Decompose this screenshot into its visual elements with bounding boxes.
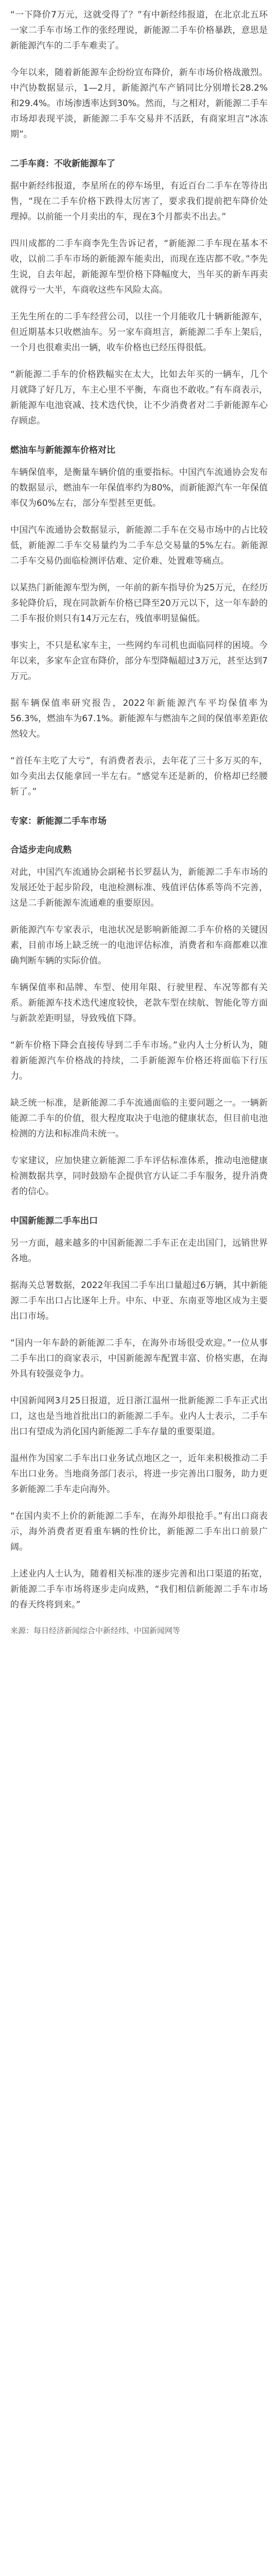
section-heading-4: 中国新能源二手车出口 xyxy=(10,1216,98,1226)
section-heading-3b: 合适步走向成熟 xyxy=(10,845,72,855)
paragraph-22: 中国新闻网3月25日报道，近日浙江温州一批新能源二手车正式出口，这也是当地首批出口的新能源二手车。业内人士表示，二手车出口有望成为消化国内新能源二手车存量的重要渠道。 xyxy=(10,1396,268,1437)
paragraph-19: 另一方面，越来越多的中国新能源二手车正在走出国门，远销世界各地。 xyxy=(10,1238,268,1264)
paragraph-5: 王先生所在的二手车经营公司，以往一个月能收几十辆新能源车，但近期基本只收燃油车。另一家车商坦言，新能源二手车上架后，一个月也很难卖出一辆，收车价格也已经压得很低。 xyxy=(10,312,268,353)
section-heading-1: 二手车商：不收新能源车了 xyxy=(10,159,115,169)
paragraph-14: 新能源汽车专家表示，电池状况是影响新能源二手车价格的关键因素，目前市场上缺乏统一的电池评估标准，消费者和车商都难以准确判断车辆的实际价值。 xyxy=(10,925,268,966)
paragraph-1: “一下降价7万元，这就受得了？”有中新经纬报道，在北京北五环一家二手车市场工作的张经理说，新能源二手车价格暴跌，意思是新能源汽车的二手车难卖了。 xyxy=(10,10,268,51)
article-source: 来源：每日经济新闻综合中新经纬、中国新闻网等 xyxy=(10,1626,181,1635)
paragraph-15: 车辆保值率和品牌、车型、使用年限、行驶里程、车况等都有关系。新能源车技术迭代速度较快，老款车型在续航、智能化等方面与新款差距明显，导致残值下降。 xyxy=(10,982,268,1024)
paragraph-20: 据海关总署数据，2022年我国二手车出口量超过6万辆，其中新能源二手车出口占比逐年上升。中东、中亚、东南亚等地区成为主要出口市场。 xyxy=(10,1280,268,1321)
paragraph-12: “首任车主吃了大亏”，有消费者表示，去年花了三十多万买的车，如今卖出去仅能拿回一半左右。“感觉车还是新的，价格却已经腰斩了。” xyxy=(10,756,268,797)
paragraph-4: 四川成都的二手车商李先生告诉记者，“新能源二手车现在基本不收，以前二手车市场的新能源车能卖出，而现在连店都不收。”李先生说，自去年起，新能源车型价格下降幅度大，当年买的新车再卖就得亏一大半，车商收这些车风险太高。 xyxy=(10,239,268,295)
paragraph-7: 车辆保值率，是衡量车辆价值的重要指标。中国汽车流通协会发布的数据显示，燃油车一年保值率约为80%，而新能源汽车一年保值率仅为60%左右，部分车型甚至更低。 xyxy=(10,467,268,509)
paragraph-10: 事实上，不只是私家车主，一些网约车司机也面临同样的困境。今年以来，多家车企宣布降价，部分车型降幅超过3万元，甚至达到7万元。 xyxy=(10,640,268,682)
paragraph-2: 今年以来，随着新能源车企纷纷宣布降价，新车市场价格战激烈。中汽协数据显示，1—2月，新能源汽车产销同比分别增长28.2%和29.4%。市场渗透率达到30%。然而，与之相对，新能源二手车市场却表现平淡，新能源二手车交易并不活跃，有商家坦言“冰冻期”。 xyxy=(10,67,268,140)
paragraph-25: 上述业内人士认为，随着相关标准的逐步完善和出口渠道的拓宽，新能源二手车市场将逐步走向成熟，“我们相信新能源二手车市场的春天终将到来。” xyxy=(10,1569,268,1610)
paragraph-6: “新能源二手车的价格跌幅实在太大，比如去年买的一辆车，几个月就降了好几万，车主心里不平衡，车商也不敢收。”有车商表示，新能源车电池衰减、技术迭代快，让不少消费者对二手新能源车心存顾虑。 xyxy=(10,369,268,426)
section-heading-3: 专家：新能源二手车市场 xyxy=(10,816,107,826)
paragraph-17: 缺乏统一标准，是新能源二手车流通面临的主要问题之一。一辆新能源二手车的价值，很大程度取决于电池的健康状态，但目前电池检测的方法和标准尚未统一。 xyxy=(10,1098,268,1139)
paragraph-11: 据车辆保值率研究报告，2022年新能源汽车平均保值率为56.3%，燃油车为67.1%。新能源车与燃油车之间的保值率差距依然较大。 xyxy=(10,698,268,739)
section-heading-2: 燃油车与新能源车价格对比 xyxy=(10,445,115,455)
paragraph-13: 对此，中国汽车流通协会副秘书长罗磊认为，新能源二手车市场的发展还处于起步阶段，电池检测标准、残值评估体系等尚不完善，这是二手新能源车流通难的重要原因。 xyxy=(10,867,268,908)
paragraph-3: 据中新经纬报道，李星所在的停车场里，有近百台二手车在等待出售，“现在二手车价格下跌得太厉害了，要求我们提前把车降价处理掉。以前能一个月卖出的车，现在3个月都卖不出去。” xyxy=(10,181,268,222)
paragraph-9: 以某热门新能源车型为例，一年前的新车指导价为25万元，在经历多轮降价后，现在同款新车价格已降至20万元以下，这一年车龄的二手车报价则只有14万元左右，残值率明显偏低。 xyxy=(10,583,268,624)
paragraph-18: 专家建议，应加快建立新能源二手车评估标准体系，推动电池健康检测数据共享，同时鼓励车企提供官方认证二手车服务，提升消费者的信心。 xyxy=(10,1156,268,1197)
paragraph-23: 温州作为国家二手车出口业务试点地区之一，近年来积极推动二手车出口业务。当地商务部门表示，将进一步完善出口服务，助力更多新能源二手车走向海外。 xyxy=(10,1453,268,1495)
paragraph-21: “国内一年车龄的新能源二手车，在海外市场很受欢迎。”一位从事二手车出口的商家表示，中国新能源车配置丰富、价格实惠，在海外具有较强竞争力。 xyxy=(10,1338,268,1379)
paragraph-16: “新车价格下降会直接传导到二手车市场。”业内人士分析认为，随着新能源汽车价格战的持续，二手新能源车价格还将面临下行压力。 xyxy=(10,1040,268,1081)
paragraph-8: 中国汽车流通协会数据显示，新能源二手车在交易市场中的占比较低，新能源二手车交易量约为二手车总交易量的5%左右。新能源二手车交易仍面临检测评估难、定价难、处置难等痛点。 xyxy=(10,525,268,566)
paragraph-24: “在国内卖不上价的新能源二手车，在海外却很抢手。”有出口商表示，海外消费者更看重车辆的性价比，新能源二手车出口前景广阔。 xyxy=(10,1511,268,1552)
